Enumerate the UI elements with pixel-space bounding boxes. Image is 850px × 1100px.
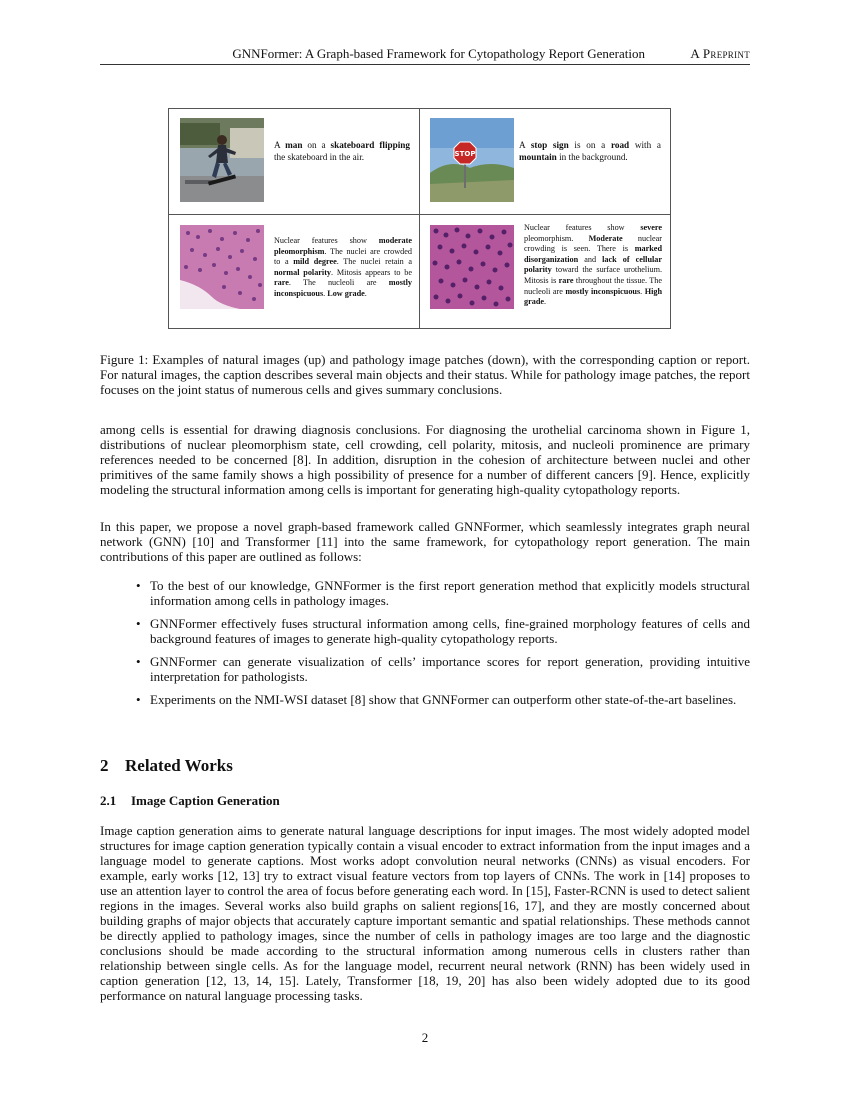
contributions-list <box>130 578 750 715</box>
caption-run: . The nuclei retain a <box>336 257 412 267</box>
caption-run: Nuclear features show <box>524 223 641 232</box>
caption-run: Nuclear features show <box>274 236 379 245</box>
caption-keyword: stop sign <box>530 140 569 150</box>
caption-panel-4 <box>524 223 662 308</box>
list-item <box>130 578 750 608</box>
caption-run: toward the surface urothelium. Mitosis is <box>524 265 662 285</box>
caption-keyword: mostly inconspicuous <box>274 278 412 298</box>
pathology-patch-high-grade <box>430 225 514 309</box>
caption-keyword: flipping <box>379 140 410 150</box>
bullet-symbol: • <box>136 654 141 669</box>
running-title: GNNFormer: A Graph-based Framework for Cytopathology Report Generation <box>232 46 645 61</box>
caption-run: in the background. <box>556 152 628 162</box>
skateboarder-photo <box>180 118 264 202</box>
pathology-patch-low-grade <box>180 225 264 309</box>
caption-keyword: marked disorganization <box>524 244 662 264</box>
caption-run: is on a <box>568 140 611 150</box>
section-heading <box>100 756 233 776</box>
list-item-text: Experiments on the NMI-WSI dataset [8] show that GNNFormer can outperform other state-of-the-art baselines. <box>150 692 737 707</box>
caption-keyword: normal polarity <box>274 267 332 277</box>
bullet-symbol: • <box>136 616 141 631</box>
caption-run: on a <box>302 140 331 150</box>
caption-keyword: mostly inconspicuous <box>565 286 641 296</box>
caption-run: . <box>640 286 645 296</box>
caption-keyword: Low grade <box>327 288 365 298</box>
caption-keyword: mild degree <box>293 257 337 267</box>
caption-run: throughout the tissue. The nucleoli are <box>524 275 662 296</box>
caption-keyword: man <box>285 140 303 150</box>
caption-run: . <box>323 288 328 298</box>
caption-text <box>519 140 661 162</box>
bullet-symbol: • <box>136 578 141 593</box>
caption-run: pleomorphism. <box>524 233 589 243</box>
list-item-text: GNNFormer effectively fuses structural information among cells, fine-grained morphology features of cells and background features of images to generate high-quality cytopathology reports. <box>150 616 750 646</box>
body-paragraph-1: among cells is essential for drawing diagnosis conclusions. For diagnosing the urothelial carcinoma shown in Figure 1, distributions of nuclear pleomorphism state, cell crowding, cell polarity, mitosis, and nucleoli prominence are primary references needed to be concerned [8]. In addition, disruption in the cohesion of architecture between nuclei and other primitives of the same family shows a high possibility of presence for a number of different cancers [9]. Hence, explicitly modeling the structural information among cells is important for generating high-quality cytopathology reports. <box>100 422 750 497</box>
subsection-heading <box>100 793 280 809</box>
figure-divider-vertical <box>419 109 420 328</box>
caption-panel-3 <box>274 236 412 300</box>
caption-keyword: lack of cellular polarity <box>524 254 662 275</box>
caption-keyword: severe <box>640 223 662 232</box>
list-item <box>130 692 750 707</box>
svg-text:STOP: STOP <box>454 150 476 158</box>
caption-keyword: mountain <box>519 152 557 162</box>
caption-run: nuclear crowding is seen. There is <box>524 233 662 254</box>
caption-text <box>274 140 410 162</box>
list-item <box>130 616 750 646</box>
caption-run: with a <box>629 140 661 150</box>
running-header <box>100 46 750 65</box>
caption-keyword: skateboard <box>330 140 375 150</box>
caption-text <box>274 236 412 298</box>
caption-run: . The nucleoli are <box>288 278 389 288</box>
caption-panel-2 <box>519 139 661 163</box>
list-item-text: To the best of our knowledge, GNNFormer is the first report generation method that explicitly models structural information among cells in pathology images. <box>150 578 750 608</box>
figure-1 <box>168 108 671 329</box>
figure-1-caption: Figure 1: Examples of natural images (up) and pathology image patches (down), with the corresponding caption or report. For natural images, the caption describes several main objects and their status. While for pathology image patches, the report focuses on the joint status of numerous cells and gives summary conclusions. <box>100 352 750 397</box>
page-number: 2 <box>421 1030 429 1045</box>
caption-run: . <box>544 297 547 307</box>
caption-keyword: Moderate <box>588 233 623 243</box>
subsection-title: Image Caption Generation <box>131 793 280 808</box>
list-item-text: GNNFormer can generate visualization of cells’ importance scores for report generation, providing intuitive interpretation for pathologists. <box>150 654 750 684</box>
section-title: Related Works <box>125 756 233 775</box>
body-paragraph-3: Image caption generation aims to generate natural language descriptions for input images. The most widely adopted model structures for image caption generation typically contain a visual encoder to extract information from the input images and a language model to generate captions. Most works adopt convolution neural networks (CNNs) as visual encoders. For example, early works [12, 13] try to extract visual feature vectors from top layers of CNNs. The work in [14] proposes to use an attention layer to control the area of focus before generating each word. In [15], Faster-RCNN is used to detect salient regions in the images. Several works also build graphs on salient regions[16, 17], and they are mostly concerned about building graphs of major objects that accurately capture important semantic and spatial relationships. These methods cannot be directly applied to pathology images, since the number of cells in pathology images are too large and the diagnostic conclusions should be made according to the structural information among numerous cells in clusters rather than relationship between single cells. As for the language model, recurrent neural network (RNN) has been widely used in caption generation [12, 13, 14, 15]. Lately, Transformer [18, 19, 20] has also been widely adopted due to its good performance on natural language processing tasks. <box>100 823 750 1003</box>
caption-run: and <box>578 254 603 264</box>
list-item <box>130 654 750 684</box>
bullet-symbol: • <box>136 692 141 707</box>
body-paragraph-2: In this paper, we propose a novel graph-based framework called GNNFormer, which seamlessly integrates graph neural network (GNN) [10] and Transformer [11] into the same framework, for cytopathology report generation. The main contributions of this paper are outlined as follows: <box>100 519 750 564</box>
stop-sign-photo <box>430 118 514 202</box>
caption-keyword: moderate pleomorphism <box>274 236 412 256</box>
caption-run: A <box>519 140 531 150</box>
caption-panel-1 <box>274 139 410 163</box>
section-number: 2 <box>100 756 109 775</box>
caption-keyword: rare <box>274 278 289 288</box>
preprint-tag: A Preprint <box>690 46 750 61</box>
figure-divider-horizontal <box>169 214 670 215</box>
caption-run: the skateboard in the air. <box>274 152 365 162</box>
caption-run: . The nuclei are crowded to a <box>274 246 412 267</box>
caption-run: . <box>364 288 367 298</box>
caption-keyword: rare <box>558 275 574 285</box>
caption-keyword: High grade <box>524 286 662 307</box>
caption-run: A <box>274 140 286 150</box>
subsection-number: 2.1 <box>100 793 117 808</box>
caption-text <box>524 223 662 306</box>
caption-run: . Mitosis appears to be <box>331 267 412 277</box>
caption-keyword: road <box>610 140 630 150</box>
